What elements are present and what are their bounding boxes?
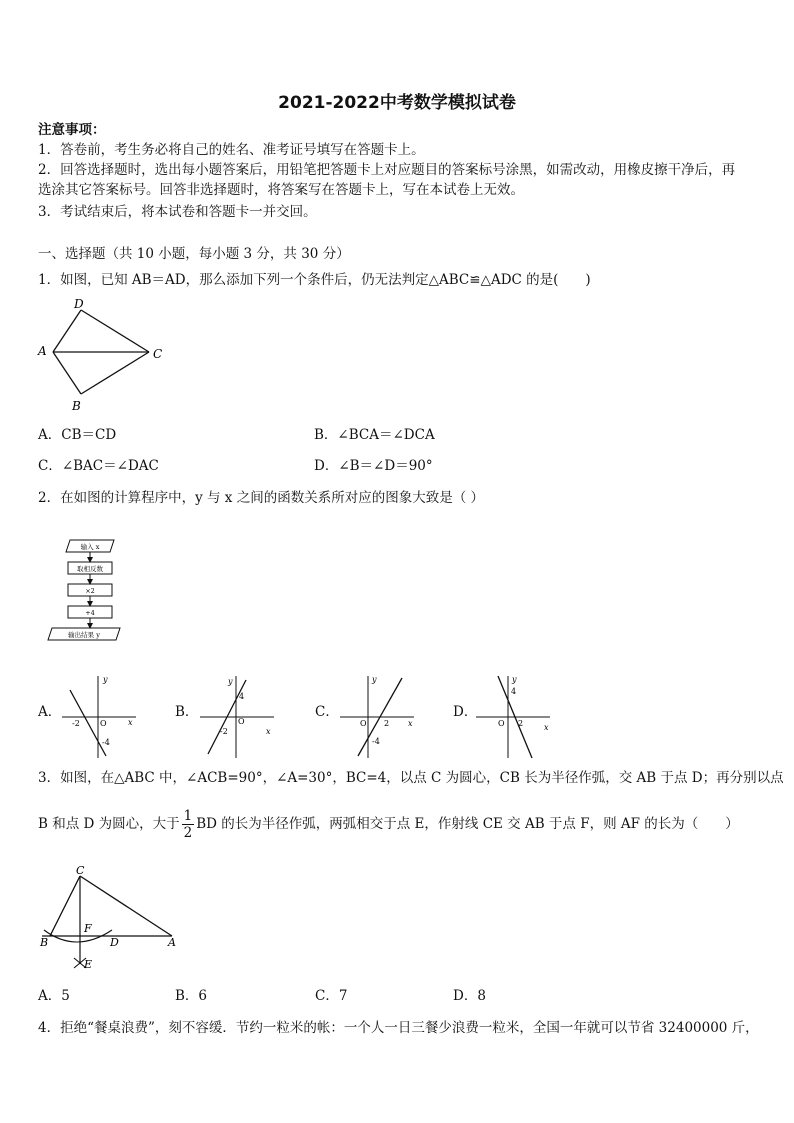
x-intercept-label: -2	[220, 727, 228, 736]
segment-ad	[53, 310, 81, 352]
flowchart	[44, 536, 134, 648]
point-label-b: B	[40, 936, 49, 949]
point-label-f: F	[84, 922, 92, 935]
x-intercept-label: 2	[384, 719, 390, 728]
axis-label-x: x	[128, 718, 133, 727]
x-intercept-label: -2	[72, 719, 80, 728]
point-label-c: C	[153, 347, 163, 361]
fraction-half	[182, 808, 195, 841]
y-intercept-label: 4	[239, 692, 245, 701]
option-b[interactable]: B．∠BCA＝∠DCA	[314, 427, 435, 443]
y-intercept-label: -4	[372, 737, 380, 746]
option-b[interactable]: B．	[175, 704, 199, 720]
graph-option-b	[198, 672, 278, 760]
origin-label: O	[238, 717, 245, 726]
origin-label: O	[100, 719, 107, 728]
origin-label: O	[498, 719, 505, 728]
option-c[interactable]: C．	[315, 704, 339, 720]
origin-label: O	[360, 719, 367, 728]
axis-label-y: y	[372, 675, 377, 684]
option-d[interactable]: D．	[453, 704, 478, 720]
y-intercept-label: -4	[102, 738, 110, 747]
notice-item: 1．答卷前，考生务必将自己的姓名、准考证号填写在答题卡上。	[38, 142, 425, 158]
segment-cb	[50, 876, 80, 936]
notice-item: 2．回答选择题时，选出每小题答案后，用铅笔把答题卡上对应题目的答案标号涂黑，如需改动，用橡皮擦干净后，再	[38, 162, 736, 178]
fraction-denominator: 2	[183, 824, 193, 841]
fraction-numerator: 1	[183, 807, 193, 824]
option-a[interactable]: A．CB＝CD	[38, 427, 117, 443]
flow-step-label: ×2	[85, 587, 95, 595]
question-1-stem: 1．如图，已知 AB＝AD，那么添加下列一个条件后，仍无法判定△ABC≌△ADC 的是( )	[38, 272, 591, 288]
notice-item: 选涂其它答案标号。回答非选择题时，将答案写在答题卡上，写在本试卷上无效。	[38, 182, 524, 198]
axis-label-x: x	[266, 727, 271, 736]
segment-ca	[80, 876, 172, 936]
option-d[interactable]: D．∠B＝∠D＝90°	[314, 458, 433, 474]
option-c[interactable]: C．∠BAC＝∠DAC	[38, 458, 159, 474]
point-label-a: A	[168, 936, 176, 949]
stem-text: BD 的长为半径作弧，两弧相交于点 E，作射线 CE 交 AB 于点 F，则 AF 的长为（ ）	[196, 816, 739, 832]
option-c[interactable]: C．7	[315, 988, 348, 1004]
segment-ab	[53, 352, 81, 394]
axis-label-y: y	[228, 677, 233, 686]
graph-option-a	[60, 672, 140, 760]
point-label-d: D	[74, 297, 84, 311]
flow-input-label: 输入 x	[80, 543, 100, 551]
segment-dc	[81, 310, 149, 352]
option-b[interactable]: B．6	[175, 988, 208, 1004]
notice-item: 3．考试结束后，将本试卷和答题卡一并交回。	[38, 204, 317, 220]
stem-text: B 和点 D 为圆心，大于	[38, 816, 180, 832]
segment-bc	[81, 352, 149, 394]
flow-output-label: 输出结果 y	[68, 631, 100, 639]
page-title: 2021-2022中考数学模拟试卷	[278, 93, 516, 113]
question-3-stem-line2	[38, 806, 739, 842]
point-label-e: E	[84, 958, 93, 971]
option-a[interactable]: A．5	[38, 988, 70, 1004]
question-4-stem: 4．拒绝“餐桌浪费”，刻不容缓．节约一粒米的帐：一个人一日三餐少浪费一粒米，全国一年就可以节省 32400000 斤，	[38, 1020, 759, 1036]
option-d[interactable]: D．8	[453, 988, 486, 1004]
question-3-stem: 3．如图，在△ABC 中，∠ACB=90°，∠A=30°，BC=4，以点 C 为圆心，CB 长为半径作弧，交 AB 于点 D；再分别以点	[38, 770, 784, 786]
graph-option-d	[474, 672, 554, 760]
question-3-figure	[36, 864, 186, 976]
point-label-c: C	[76, 864, 85, 877]
y-intercept-label: 4	[511, 687, 517, 696]
notice-heading: 注意事项：	[38, 122, 106, 138]
point-label-a: A	[38, 344, 47, 358]
flow-step-label: +4	[85, 609, 95, 617]
x-intercept-label: 2	[518, 719, 524, 728]
section-heading: 一、选择题（共 10 小题，每小题 3 分，共 30 分）	[38, 246, 350, 262]
question-1-figure	[36, 296, 176, 416]
option-a[interactable]: A．	[38, 704, 62, 720]
axis-label-y: y	[512, 675, 517, 684]
flow-step-label: 取相反数	[77, 565, 103, 573]
question-2-stem: 2．在如图的计算程序中，y 与 x 之间的函数关系所对应的图象大致是（ ）	[38, 490, 484, 506]
axis-label-x: x	[544, 723, 549, 732]
axis-label-y: y	[103, 675, 108, 684]
graph-option-c	[338, 672, 418, 760]
axis-label-x: x	[408, 719, 413, 728]
point-label-d: D	[110, 936, 119, 949]
point-label-b: B	[72, 399, 81, 413]
